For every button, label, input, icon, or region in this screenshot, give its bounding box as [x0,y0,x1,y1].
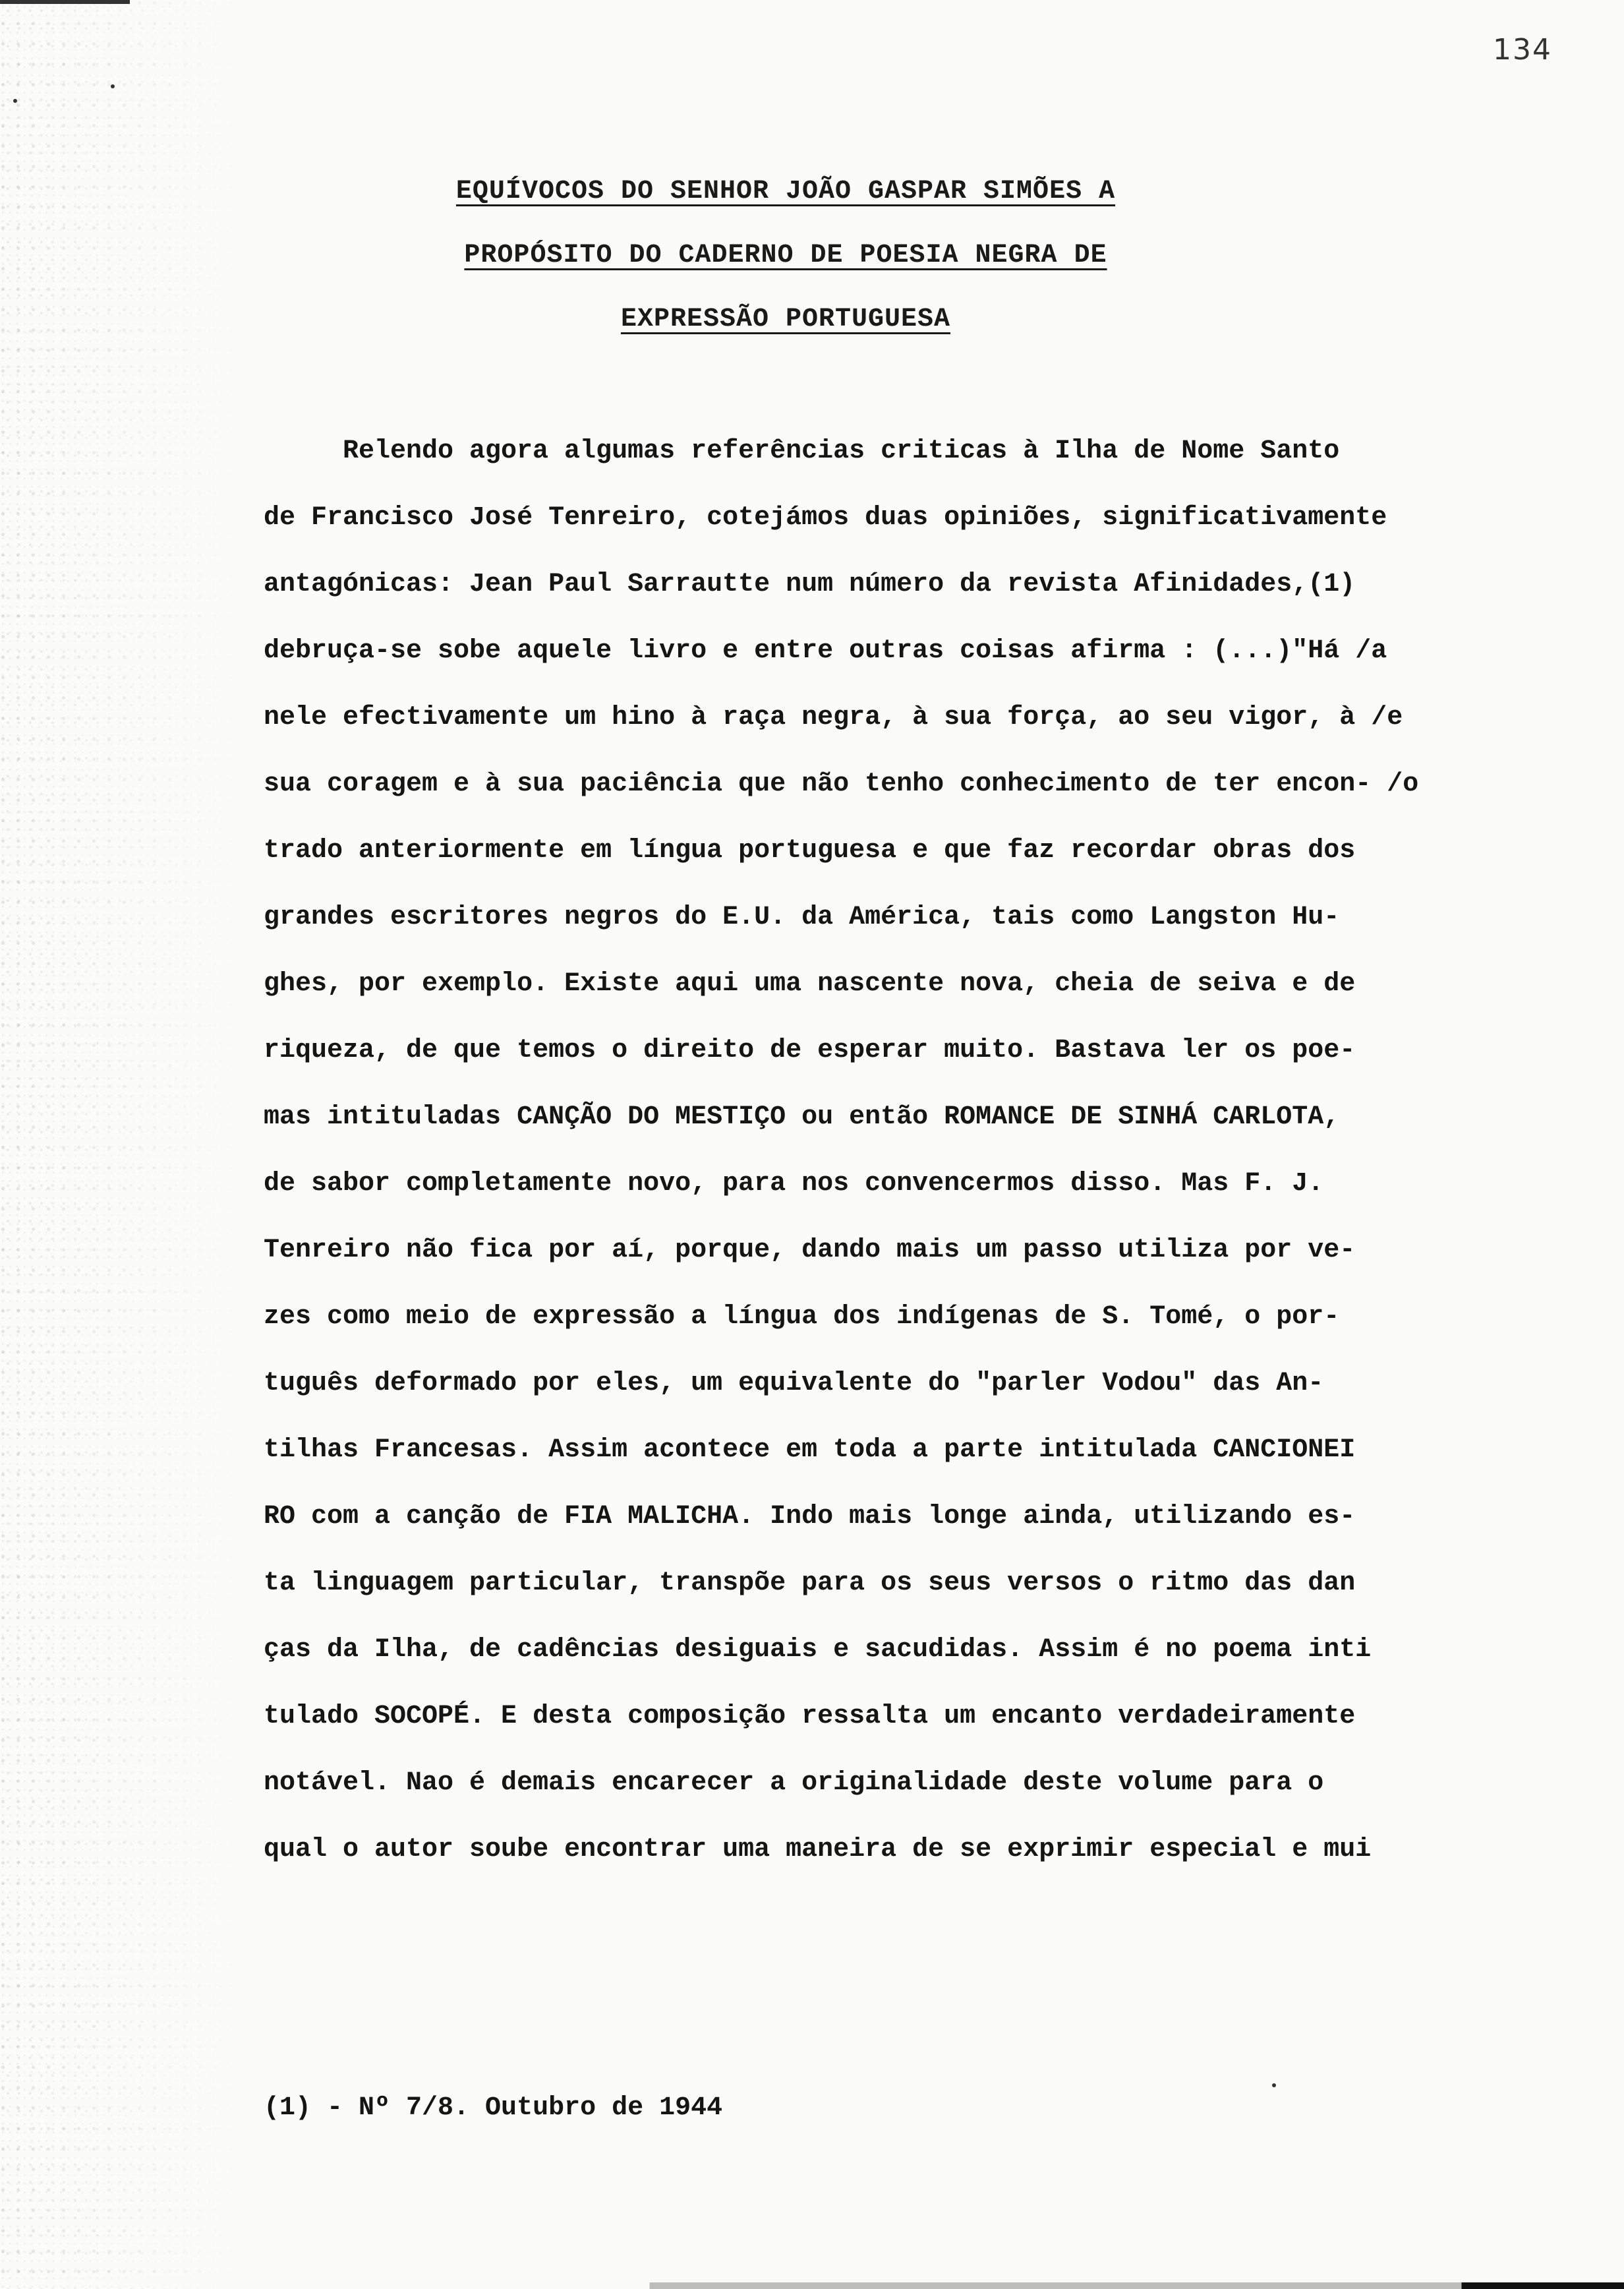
title-line-1 [0,177,1598,206]
body-line: de Francisco José Tenreiro, cotejámos duas opiniões, significativamente [264,503,1387,533]
body-line: tilhas Francesas. Assim acontece em toda a parte intitulada CANCIONEI [264,1435,1356,1465]
scan-speck [13,99,17,103]
scan-speck [1272,2083,1276,2087]
body-line: RO com a canção de FIA MALICHA. Indo mais longe ainda, utilizando es- [264,1502,1356,1531]
body-line: trado anteriormente em língua portuguesa e que faz recordar obras dos [264,836,1356,866]
title-line-2-text: PROPÓSITO DO CADERNO DE POESIA NEGRA DE [464,241,1107,270]
body-line: mas intituladas CANÇÃO DO MESTIÇO ou então ROMANCE DE SINHÁ CARLOTA, [264,1102,1340,1132]
title-line-1-text: EQUÍVOCOS DO SENHOR JOÃO GASPAR SIMÕES A [455,177,1116,206]
scan-top-edge [0,0,1624,4]
page-number: 134 [1493,33,1552,67]
scan-noise [0,0,250,2289]
body-line: qual o autor soube encontrar uma maneira de se exprimir especial e mui [264,1835,1372,1864]
body-line: grandes escritores negros do E.U. da América, tais como Langston Hu- [264,903,1340,932]
title-line-2 [0,241,1598,270]
body-line: ças da Ilha, de cadências desiguais e sacudidas. Assim é no poema inti [264,1635,1372,1665]
body-line: antagónicas: Jean Paul Sarrautte num número da revista Afinidades,(1) [264,570,1356,599]
body-line: de sabor completamente novo, para nos convencermos disso. Mas F. J. [264,1169,1324,1199]
body-line: tulado SOCOPÉ. E desta composição ressalta um encanto verdadeiramente [264,1702,1356,1731]
body-line: nele efectivamente um hino à raça negra, à sua força, ao seu vigor, à /e [264,703,1403,732]
body-line: notável. Nao é demais encarecer a originalidade deste volume para o [264,1768,1324,1798]
body-line: sua coragem e à sua paciência que não tenho conhecimento de ter encon- /o [264,769,1419,799]
title-line-3-text: EXPRESSÃO PORTUGUESA [620,305,951,334]
body-line: debruça-se sobe aquele livro e entre outras coisas afirma : (...)"Há /a [264,636,1387,666]
body-line: Relendo agora algumas referências criticas à Ilha de Nome Santo [343,436,1340,466]
body-line: riqueza, de que temos o direito de esperar muito. Bastava ler os poe- [264,1036,1356,1065]
body-line: tuguês deformado por eles, um equivalente do "parler Vodou" das An- [264,1369,1324,1398]
body-line: Tenreiro não fica por aí, porque, dando mais um passo utiliza por ve- [264,1235,1356,1265]
footnote: (1) - Nº 7/8. Outubro de 1944 [264,2093,723,2123]
body-line: zes como meio de expressão a língua dos indígenas de S. Tomé, o por- [264,1302,1340,1332]
body-line: ta linguagem particular, transpõe para os seus versos o ritmo das dan [264,1568,1356,1598]
title-line-3 [0,305,1598,334]
body-line: ghes, por exemplo. Existe aqui uma nascente nova, cheia de seiva e de [264,969,1356,999]
scan-bottom-edge [0,2282,1624,2289]
body-text [264,432,1450,1897]
scan-speck [111,84,115,88]
